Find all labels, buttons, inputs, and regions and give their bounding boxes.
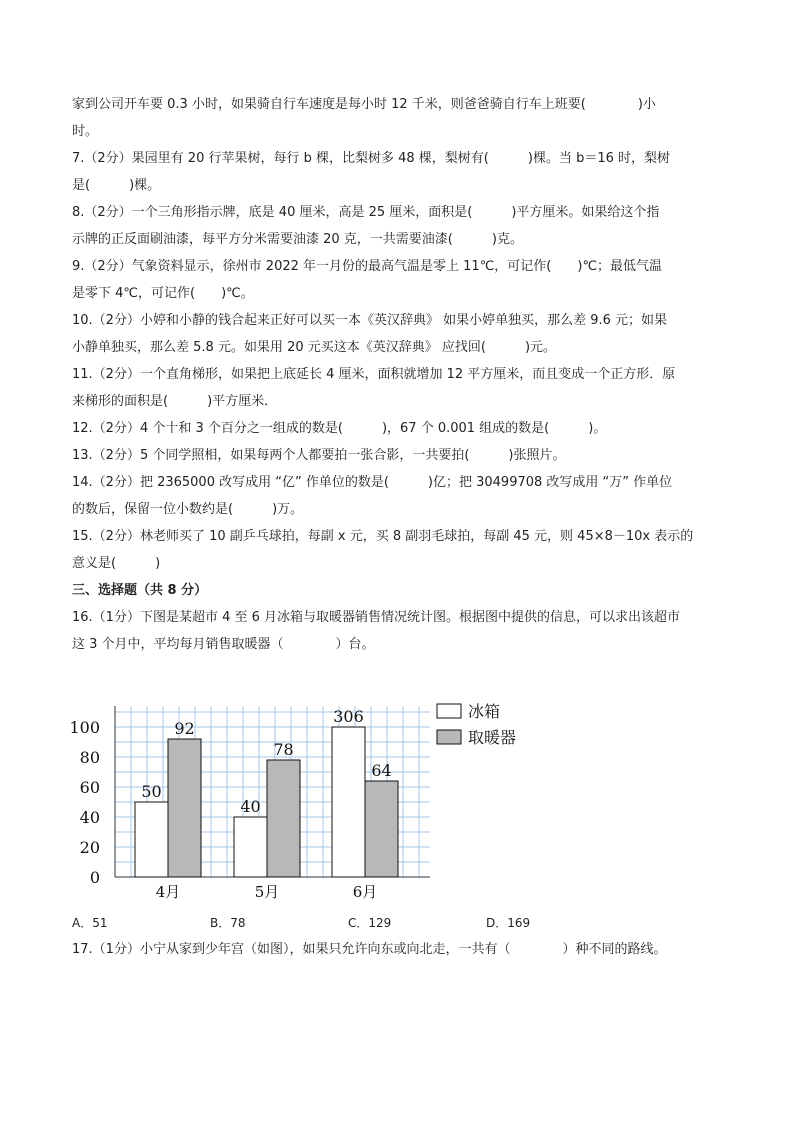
text-line: 是( )棵。 <box>72 178 161 193</box>
data-label: 306 <box>333 707 364 726</box>
text-line: 时。 <box>72 124 99 139</box>
y-tick-label: 20 <box>79 838 100 857</box>
y-tick-label: 60 <box>79 778 100 797</box>
data-label: 78 <box>273 740 294 759</box>
y-tick-label: 0 <box>89 868 100 887</box>
legend-swatch <box>437 730 461 744</box>
chart-svg <box>70 700 540 910</box>
option-c: C．129 <box>348 916 392 930</box>
text-line: 15.（2分）林老师买了 10 副乒乓球拍，每副 x 元，买 8 副羽毛球拍，每副 45 元，则 45×8－10x 表示的 <box>72 529 694 544</box>
text-line: 14.（2分）把 2365000 改写成用 “亿” 作单位的数是( )亿；把 30499708 改写成用 “万” 作单位 <box>72 475 673 490</box>
bar-取暖器-4月 <box>168 739 201 877</box>
data-label: 92 <box>174 719 195 738</box>
text-line: 17.（1分）小宁从家到少年宫（如图），如果只允许向东或向北走，一共有（ ）种不同的路线。 <box>72 942 667 957</box>
bar-冰箱-5月 <box>234 817 267 877</box>
bar-冰箱-6月 <box>332 727 365 877</box>
text-line: 7.（2分）果园里有 20 行苹果树，每行 b 棵，比梨树多 48 棵，梨树有( )棵。当 b＝16 时，梨树 <box>72 151 671 166</box>
text-line: 12.（2分）4 个十和 3 个百分之一组成的数是( )，67 个 0.001 组成的数是( )。 <box>72 421 607 436</box>
x-tick-label: 4月 <box>155 883 181 901</box>
y-tick-label: 100 <box>70 718 100 737</box>
text-line: 是零下 4℃，可记作( )℃。 <box>72 286 254 301</box>
data-label: 40 <box>240 797 261 816</box>
legend-label: 取暖器 <box>468 728 517 747</box>
option-d: D．169 <box>486 916 531 930</box>
text-line: 家到公司开车要 0.3 小时，如果骑自行车速度是每小时 12 千米，则爸爸骑自行车上班要( )小 <box>72 97 656 112</box>
data-label: 50 <box>141 782 162 801</box>
x-tick-label: 5月 <box>254 883 280 901</box>
text-line: 9.（2分）气象资料显示，徐州市 2022 年一月份的最高气温是零上 11℃，可记作( )℃；最低气温 <box>72 259 663 274</box>
text-line: 8.（2分）一个三角形指示牌，底是 40 厘米，高是 25 厘米，面积是( )平方厘米。如果给这个指 <box>72 205 660 220</box>
legend-label: 冰箱 <box>468 702 501 721</box>
y-tick-label: 40 <box>79 808 100 827</box>
data-label: 64 <box>371 761 392 780</box>
text-line: 13.（2分）5 个同学照相，如果每两个人都要拍一张合影，一共要拍( )张照片。 <box>72 448 566 463</box>
option-a: A．51 <box>72 916 108 930</box>
text-line: 的数后，保留一位小数约是( )万。 <box>72 502 304 517</box>
text-line: 16.（1分）下图是某超市 4 至 6 月冰箱与取暖器销售情况统计图。根据图中提供的信息，可以求出该超市 <box>72 610 681 625</box>
sales-bar-chart <box>70 700 540 910</box>
text-line: 示牌的正反面刷油漆，每平方分米需要油漆 20 克，一共需要油漆( )克。 <box>72 232 523 247</box>
bar-取暖器-5月 <box>267 760 300 877</box>
text-line: 11.（2分）一个直角梯形，如果把上底延长 4 厘米，面积就增加 12 平方厘米，而且变成一个正方形．原 <box>72 367 676 382</box>
option-b: B．78 <box>210 916 246 930</box>
y-tick-label: 80 <box>79 748 100 767</box>
text-line: 来梯形的面积是( )平方厘米． <box>72 394 278 409</box>
text-line: 小静单独买，那么差 5.8 元。如果用 20 元买这本《英汉辞典》 应找回( )元。 <box>72 340 557 355</box>
section-heading: 三、选择题（共 8 分） <box>72 583 208 598</box>
legend-swatch <box>437 704 461 718</box>
text-line: 这 3 个月中，平均每月销售取暖器（ ）台。 <box>72 637 375 652</box>
text-line: 意义是( ) <box>72 556 161 571</box>
text-line: 10.（2分）小婷和小静的钱合起来正好可以买一本《英汉辞典》 如果小婷单独买，那么差 9.6 元；如果 <box>72 313 668 328</box>
x-tick-label: 6月 <box>352 883 378 901</box>
bar-取暖器-6月 <box>365 781 398 877</box>
bar-冰箱-4月 <box>135 802 168 877</box>
